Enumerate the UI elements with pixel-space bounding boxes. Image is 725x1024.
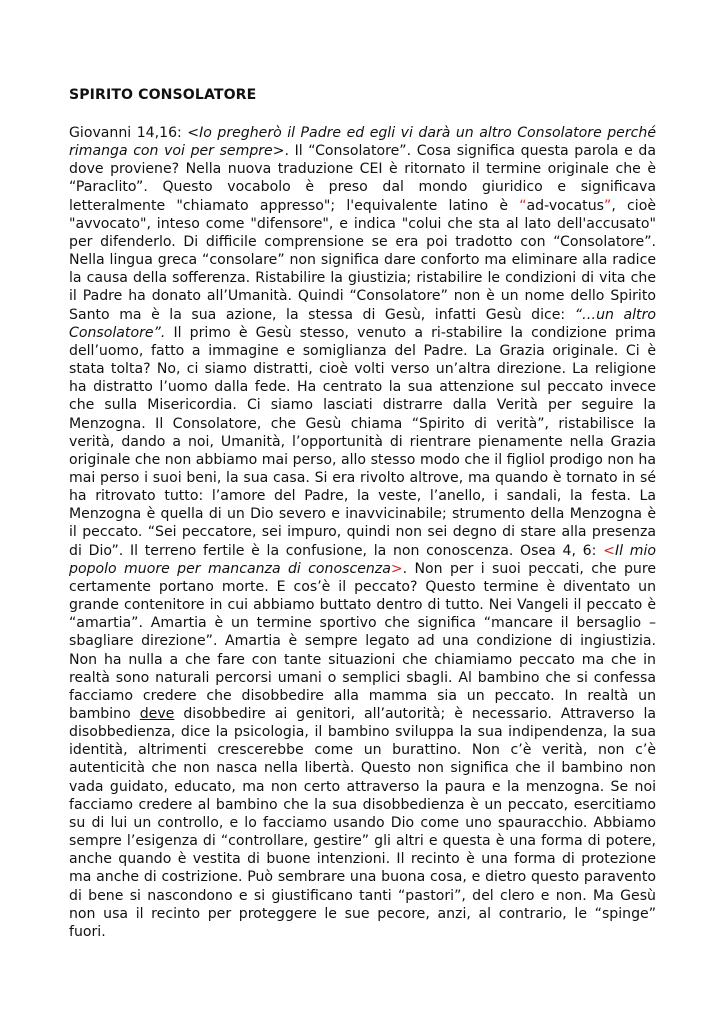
red-angle-bracket: <	[603, 542, 615, 559]
quote-osea-4-6: Il mio popolo muore per mancanza di conoscenza	[69, 542, 657, 577]
quote-giovanni-14-16: <Io pregherò il Padre ed egli vi darà un altro Consolatore perché rimanga con voi per sempre>	[69, 125, 656, 160]
text-segment: . Non per i suoi peccati, che pure certamente portano morte. E cos’è il peccato? Questo termine è diventato un grande contenitore in cui abbiamo buttato dentro di tutto. Nei Vangeli il peccato è “amartia”. Amartia è un termine sportivo che significa “mancare il bersaglio – sbagliare direzione”. Amartia è sempre legato ad una condizione di ingiustizia. Non ha nulla a che fare con tante situazioni che chiamiamo peccato ma che in realtà sono naturali percorsi umani o semplici sbagli. Al bambino che si confessa facciamo credere che disobbedire alla mamma sia un peccato. In realtà un bambino	[69, 560, 657, 722]
red-quote-mark: “	[519, 197, 527, 214]
text-segment: , cioè "avvocato", inteso come "difensore", e indica "colui che sta al lato dell'accusato" per difenderlo. Di difficile comprensione se era poi tradotto con “Consolatore”. Nella lingua greca “consolare” non significa dare conforto ma eliminare alla radice la causa della sofferenza. Ristabilire la giustizia; ristabilire le condizioni di vita che il Padre ha donato all’Umanità. Quindi “Consolatore” non è un nome dello Spirito Santo ma è la sua azione, la stessa di Gesù, infatti Gesù dice:	[69, 197, 656, 323]
text-segment: ad-vocatus	[526, 197, 604, 214]
red-angle-bracket: >	[390, 560, 403, 577]
document-body	[69, 124, 656, 941]
quote-altro-consolatore: “…un altro Consolatore”.	[69, 306, 656, 341]
red-quote-mark: ”	[604, 197, 612, 214]
text-segment: . Il “Consolatore”. Cosa significa questa parola e da dove proviene? Nella nuova traduzione CEI è ritornato il termine originale che è “Paraclito”. Questo vocabolo è preso dal mondo giuridico e significava letteralmente "chiamato appresso"; l'equivalente latino è	[69, 143, 656, 214]
document-title: SPIRITO CONSOLATORE	[69, 87, 257, 103]
underlined-word: deve	[139, 706, 175, 722]
text-segment: Giovanni 14,16:	[69, 125, 188, 141]
text-segment: disobbedire ai genitori, all’autorità; è necessario. Attraverso la disobbedienza, dice la psicologia, il bambino sviluppa la sua indipendenza, la sua identità, altrimenti crescerebbe come un burattino. Non c’è verità, non c’è autenticità che non nasca nella libertà. Questo non significa che il bambino non vada guidato, educato, ma non certo attraverso la paura e la menzogna. Se noi facciamo credere al bambino che la sua disobbedienza è un peccato, esercitiamo su di lui un controllo, e lo facciamo usando Dio come uno spauracchio. Abbiamo sempre l’esigenza di “controllare, gestire” gli altri e questa è una forma di potere, anche quando è vestita di buone intenzioni. Il recinto è una forma di protezione ma anche di costrizione. Può sembrare una buona cosa, e dietro questo paravento di bene si nascondono e si giustificano tanti “pastori”, del clero e non. Ma Gesù non usa il recinto per proteggere le sue pecore, anzi, al contrario, le “spinge” fuori.	[69, 706, 656, 940]
text-segment: Il primo è Gesù stesso, venuto a ri-stabilire la condizione prima dell’uomo, fatto a immagine e somiglianza del Padre. La Grazia originale. Ci è stata tolta? No, ci siamo distratti, cioè volti verso un’altra direzione. La religione ha distratto l’uomo dalla fede. Ha centrato la sua attenzione sul peccato invece che sulla Misericordia. Ci siamo lasciati distrarre dalla Verità per seguire la Menzogna. Il Consolatore, che Gesù chiama “Spirito di verità”, ristabilisce la verità, dando a noi, Umanità, l’opportunità di rientrare pienamente nella Grazia originale che non abbiamo mai perso, allo stesso modo che il figliol prodigo non ha mai perso i suoi beni, la sua casa. Si era rivolto altrove, ma quando è tornato in sé ha ritrovato tutto: l’amore del Padre, la veste, l’anello, i sandali, la festa. La Menzogna è quella di un Dio severo e inavvicinabile; strumento della Menzogna è il peccato. “Sei peccatore, sei impuro, quindi non sei degno di stare alla presenza di Dio”. Il terreno fertile è la confusione, la non conoscenza. Osea 4, 6:	[69, 324, 656, 559]
document-page	[69, 86, 656, 941]
